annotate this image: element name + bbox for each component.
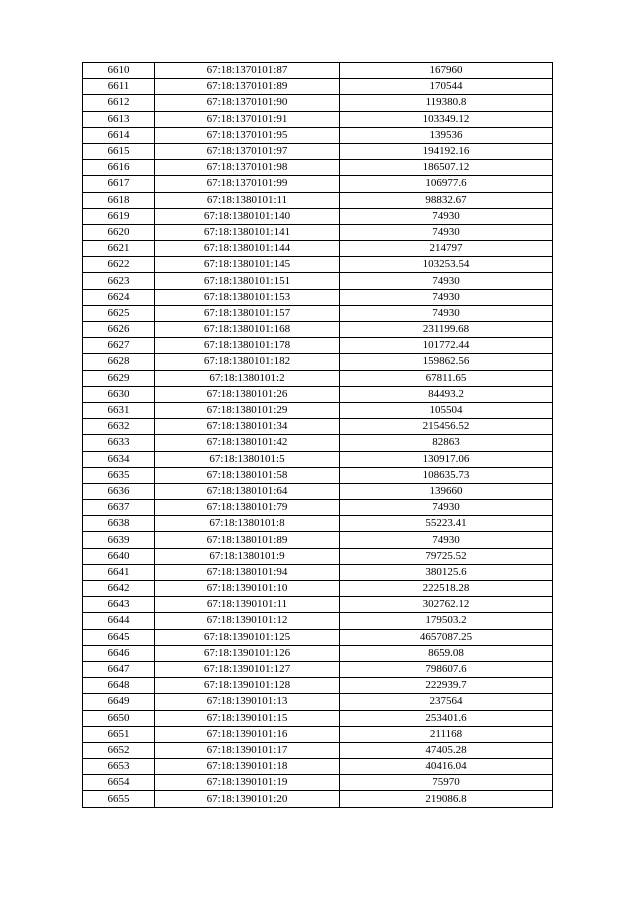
table-row [83,338,553,354]
cadastral-number-cell: 67:18:1380101:79 [155,500,340,516]
row-number-cell: 6642 [83,581,155,597]
row-number-cell: 6623 [83,273,155,289]
row-number-cell: 6617 [83,176,155,192]
value-cell: 179503.2 [340,613,553,629]
value-cell: 74930 [340,208,553,224]
table-row [83,305,553,321]
cadastral-number-cell: 67:18:1380101:11 [155,192,340,208]
table-row [83,629,553,645]
cadastral-number-cell: 67:18:1380101:94 [155,564,340,580]
row-number-cell: 6641 [83,564,155,580]
cadastral-number-cell: 67:18:1390101:10 [155,581,340,597]
cadastral-number-cell: 67:18:1380101:178 [155,338,340,354]
row-number-cell: 6650 [83,710,155,726]
cadastral-number-cell: 67:18:1370101:91 [155,111,340,127]
cadastral-number-cell: 67:18:1380101:182 [155,354,340,370]
row-number-cell: 6651 [83,726,155,742]
value-cell: 75970 [340,775,553,791]
value-cell: 74930 [340,305,553,321]
table-row [83,419,553,435]
cadastral-number-cell: 67:18:1380101:58 [155,467,340,483]
cadastral-number-cell: 67:18:1370101:87 [155,63,340,79]
value-cell: 47405.28 [340,742,553,758]
value-cell: 194192.16 [340,143,553,159]
row-number-cell: 6648 [83,678,155,694]
value-cell: 214797 [340,241,553,257]
cadastral-number-cell: 67:18:1390101:125 [155,629,340,645]
table-row [83,402,553,418]
table-row [83,127,553,143]
row-number-cell: 6655 [83,791,155,807]
row-number-cell: 6630 [83,386,155,402]
cadastral-number-cell: 67:18:1380101:5 [155,451,340,467]
value-cell: 167960 [340,63,553,79]
row-number-cell: 6626 [83,322,155,338]
table-row [83,79,553,95]
row-number-cell: 6646 [83,645,155,661]
value-cell: 74930 [340,289,553,305]
row-number-cell: 6625 [83,305,155,321]
table-row [83,775,553,791]
cadastral-number-cell: 67:18:1380101:157 [155,305,340,321]
table-row [83,370,553,386]
row-number-cell: 6614 [83,127,155,143]
value-cell: 103349.12 [340,111,553,127]
cadastral-number-cell: 67:18:1370101:90 [155,95,340,111]
value-cell: 186507.12 [340,160,553,176]
row-number-cell: 6618 [83,192,155,208]
row-number-cell: 6652 [83,742,155,758]
value-cell: 74930 [340,500,553,516]
cadastral-number-cell: 67:18:1380101:29 [155,402,340,418]
cadastral-number-cell: 67:18:1380101:26 [155,386,340,402]
cadastral-value-table [82,62,553,808]
cadastral-number-cell: 67:18:1380101:34 [155,419,340,435]
value-cell: 108635.73 [340,467,553,483]
row-number-cell: 6635 [83,467,155,483]
cadastral-number-cell: 67:18:1380101:141 [155,224,340,240]
cadastral-number-cell: 67:18:1390101:17 [155,742,340,758]
value-cell: 74930 [340,532,553,548]
value-cell: 105504 [340,402,553,418]
row-number-cell: 6636 [83,483,155,499]
table-row [83,661,553,677]
value-cell: 211168 [340,726,553,742]
table-row [83,322,553,338]
row-number-cell: 6644 [83,613,155,629]
table-row [83,192,553,208]
table-row [83,710,553,726]
cadastral-number-cell: 67:18:1390101:12 [155,613,340,629]
value-cell: 215456.52 [340,419,553,435]
cadastral-number-cell: 67:18:1390101:128 [155,678,340,694]
row-number-cell: 6638 [83,516,155,532]
table-row [83,208,553,224]
table-row [83,273,553,289]
table-row [83,483,553,499]
value-cell: 222518.28 [340,581,553,597]
table-row [83,532,553,548]
table-body [83,63,553,808]
row-number-cell: 6624 [83,289,155,305]
row-number-cell: 6637 [83,500,155,516]
value-cell: 219086.8 [340,791,553,807]
cadastral-number-cell: 67:18:1390101:126 [155,645,340,661]
value-cell: 798607.6 [340,661,553,677]
table-row [83,289,553,305]
table-row [83,726,553,742]
table-row [83,597,553,613]
row-number-cell: 6616 [83,160,155,176]
value-cell: 139536 [340,127,553,143]
cadastral-number-cell: 67:18:1380101:8 [155,516,340,532]
value-cell: 55223.41 [340,516,553,532]
table-row [83,435,553,451]
cadastral-number-cell: 67:18:1370101:98 [155,160,340,176]
value-cell: 237564 [340,694,553,710]
table-row [83,564,553,580]
cadastral-number-cell: 67:18:1380101:9 [155,548,340,564]
table-row [83,354,553,370]
row-number-cell: 6612 [83,95,155,111]
table-row [83,467,553,483]
row-number-cell: 6654 [83,775,155,791]
row-number-cell: 6628 [83,354,155,370]
table-row [83,759,553,775]
value-cell: 4657087.25 [340,629,553,645]
cadastral-number-cell: 67:18:1370101:99 [155,176,340,192]
value-cell: 74930 [340,273,553,289]
cadastral-number-cell: 67:18:1380101:168 [155,322,340,338]
table-row [83,451,553,467]
table-row [83,176,553,192]
cadastral-number-cell: 67:18:1380101:89 [155,532,340,548]
row-number-cell: 6610 [83,63,155,79]
value-cell: 139660 [340,483,553,499]
cadastral-number-cell: 67:18:1380101:64 [155,483,340,499]
value-cell: 380125.6 [340,564,553,580]
value-cell: 98832.67 [340,192,553,208]
row-number-cell: 6633 [83,435,155,451]
cadastral-number-cell: 67:18:1370101:95 [155,127,340,143]
table-row [83,224,553,240]
table-row [83,694,553,710]
table-row [83,791,553,807]
table-row [83,742,553,758]
value-cell: 84493.2 [340,386,553,402]
row-number-cell: 6619 [83,208,155,224]
table-row [83,548,553,564]
value-cell: 101772.44 [340,338,553,354]
row-number-cell: 6620 [83,224,155,240]
value-cell: 82863 [340,435,553,451]
cadastral-number-cell: 67:18:1390101:13 [155,694,340,710]
value-cell: 231199.68 [340,322,553,338]
cadastral-number-cell: 67:18:1390101:15 [155,710,340,726]
value-cell: 159862.56 [340,354,553,370]
row-number-cell: 6647 [83,661,155,677]
row-number-cell: 6653 [83,759,155,775]
table-row [83,516,553,532]
table-row [83,645,553,661]
row-number-cell: 6649 [83,694,155,710]
table-row [83,160,553,176]
value-cell: 130917.06 [340,451,553,467]
table-row [83,500,553,516]
row-number-cell: 6645 [83,629,155,645]
table-row [83,613,553,629]
cadastral-number-cell: 67:18:1380101:145 [155,257,340,273]
table-row [83,581,553,597]
row-number-cell: 6629 [83,370,155,386]
row-number-cell: 6634 [83,451,155,467]
row-number-cell: 6631 [83,402,155,418]
value-cell: 40416.04 [340,759,553,775]
cadastral-number-cell: 67:18:1390101:127 [155,661,340,677]
row-number-cell: 6643 [83,597,155,613]
row-number-cell: 6613 [83,111,155,127]
cadastral-number-cell: 67:18:1390101:20 [155,791,340,807]
row-number-cell: 6632 [83,419,155,435]
cadastral-number-cell: 67:18:1380101:42 [155,435,340,451]
cadastral-number-cell: 67:18:1390101:18 [155,759,340,775]
table-row [83,111,553,127]
table-row [83,678,553,694]
table-row [83,95,553,111]
value-cell: 67811.65 [340,370,553,386]
row-number-cell: 6627 [83,338,155,354]
cadastral-number-cell: 67:18:1390101:16 [155,726,340,742]
value-cell: 253401.6 [340,710,553,726]
row-number-cell: 6621 [83,241,155,257]
table-row [83,63,553,79]
cadastral-number-cell: 67:18:1380101:140 [155,208,340,224]
cadastral-number-cell: 67:18:1370101:97 [155,143,340,159]
value-cell: 119380.8 [340,95,553,111]
cadastral-number-cell: 67:18:1370101:89 [155,79,340,95]
table-row [83,386,553,402]
table-row [83,257,553,273]
row-number-cell: 6611 [83,79,155,95]
value-cell: 302762.12 [340,597,553,613]
value-cell: 74930 [340,224,553,240]
table-row [83,241,553,257]
cadastral-number-cell: 67:18:1380101:2 [155,370,340,386]
value-cell: 79725.52 [340,548,553,564]
row-number-cell: 6640 [83,548,155,564]
row-number-cell: 6622 [83,257,155,273]
cadastral-number-cell: 67:18:1380101:153 [155,289,340,305]
value-cell: 106977.6 [340,176,553,192]
cadastral-number-cell: 67:18:1380101:144 [155,241,340,257]
value-cell: 170544 [340,79,553,95]
value-cell: 222939.7 [340,678,553,694]
cadastral-number-cell: 67:18:1390101:19 [155,775,340,791]
value-cell: 103253.54 [340,257,553,273]
table-row [83,143,553,159]
row-number-cell: 6639 [83,532,155,548]
cadastral-number-cell: 67:18:1390101:11 [155,597,340,613]
value-cell: 8659.08 [340,645,553,661]
cadastral-number-cell: 67:18:1380101:151 [155,273,340,289]
row-number-cell: 6615 [83,143,155,159]
